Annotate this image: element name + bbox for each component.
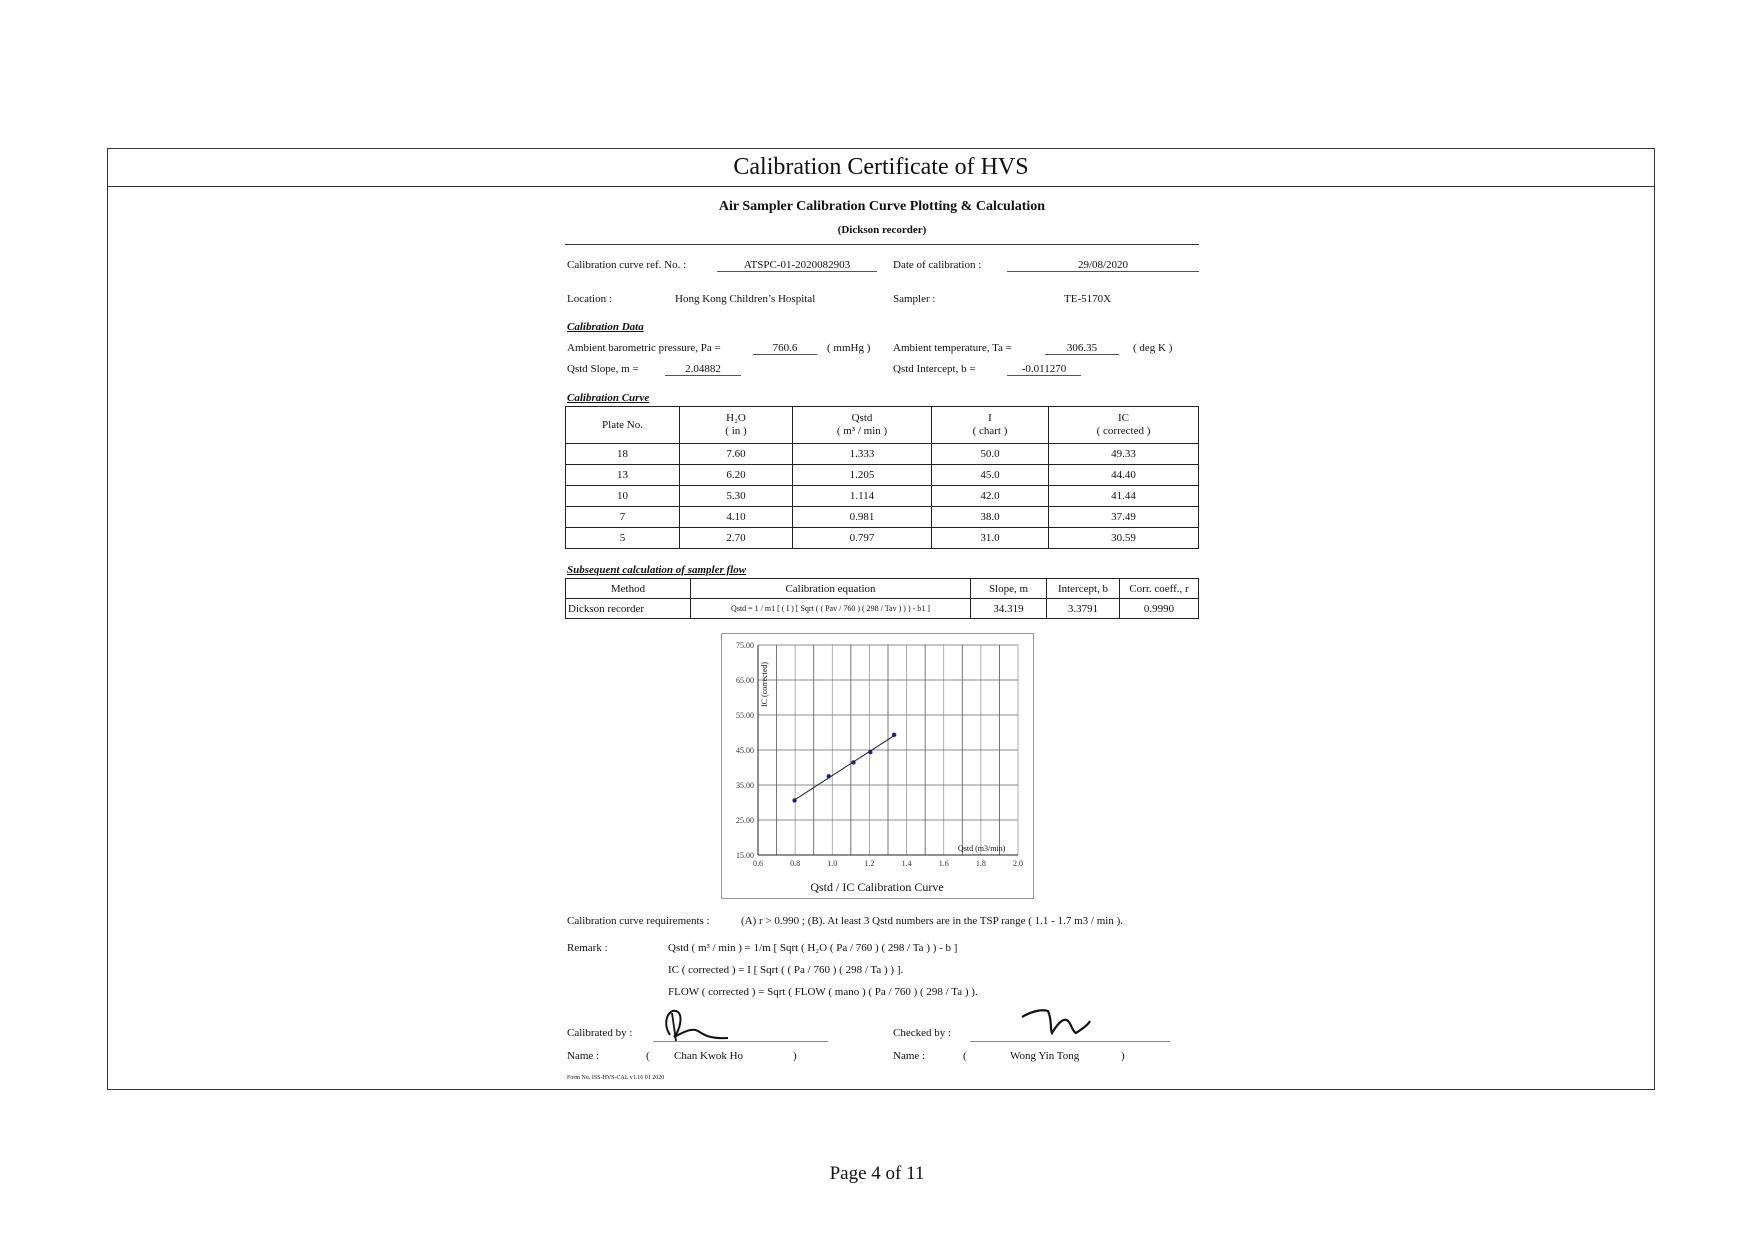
y-tick-label: 15.00 [736,851,754,860]
table-row [566,507,1199,528]
y-tick-label: 75.00 [736,641,754,650]
cell-qstd: 1.114 [793,486,932,507]
location-value: Hong Kong Children’s Hospital [675,293,816,305]
ref-label: Calibration curve ref. No. : [567,259,687,271]
calibration-table [565,406,1199,549]
cell-i: 50.0 [932,444,1049,465]
cell-qstd: 1.333 [793,444,932,465]
header-plate: Plate No. [566,407,680,444]
cell-ic: 41.44 [1049,486,1199,507]
header-equation: Calibration equation [691,579,971,599]
table-row [566,599,1199,619]
cell-h2o: 6.20 [680,465,793,486]
cell-plate: 7 [566,507,680,528]
calibrated-name-label: Name : [567,1050,600,1062]
x-tick-label: 1.0 [827,859,838,868]
cell-qstd: 0.797 [793,528,932,549]
checked-name: Wong Yin Tong [1010,1050,1080,1062]
cell-i: 45.0 [932,465,1049,486]
intercept-value: -0.011270 [1007,363,1081,376]
cell-intercept: 3.3791 [1047,599,1120,619]
ref-value: ATSPC-01-2020082903 [717,259,877,272]
heading-divider [565,244,1199,245]
requirements-label: Calibration curve requirements : [567,915,710,927]
header-corr: Corr. coeff., r [1120,579,1199,599]
slope-label: Qstd Slope, m = [567,363,639,375]
cell-equation: Qstd = 1 / m1 [ ( I ) [ Sqrt ( ( Pav / 760 ) ( 298 / Tav ) ) ) - b1 ] [691,599,971,619]
calibration-chart [721,633,1034,899]
x-tick-label: 1.6 [938,859,949,868]
date-value: 29/08/2020 [1007,259,1199,272]
x-tick-label: 1.8 [975,859,986,868]
calibrated-by-label: Calibrated by : [567,1027,633,1039]
cell-h2o: 4.10 [680,507,793,528]
ta-label: Ambient temperature, Ta = [893,342,1012,354]
form-number: Form No. ISS-HVS-CAL v1.16 01 2020 [567,1075,665,1081]
cell-slope: 34.319 [971,599,1047,619]
table-row [566,486,1199,507]
cell-i: 31.0 [932,528,1049,549]
pa-label: Ambient barometric pressure, Pa = [567,342,721,354]
cell-qstd: 1.205 [793,465,932,486]
header-i: I ( chart ) [932,407,1049,444]
ta-unit: ( deg K ) [1133,342,1173,354]
cell-h2o: 5.30 [680,486,793,507]
flow-title: Subsequent calculation of sampler flow [567,564,747,576]
calibration-data-title: Calibration Data [567,321,644,333]
remark-label: Remark : [567,942,608,954]
checked-name-label: Name : [893,1050,926,1062]
y-tick-label: 25.00 [736,816,754,825]
calibrated-paren-open: ( [646,1050,650,1062]
y-axis-label: IC (corrected) [760,661,769,707]
x-tick-label: 1.2 [864,859,875,868]
y-tick-label: 55.00 [736,711,754,720]
cell-h2o: 2.70 [680,528,793,549]
slope-value: 2.04882 [665,363,741,376]
flow-table [565,578,1199,619]
cell-qstd: 0.981 [793,507,932,528]
checked-by-label: Checked by : [893,1027,952,1039]
intercept-label: Qstd Intercept, b = [893,363,976,375]
y-tick-label: 45.00 [736,746,754,755]
cell-h2o: 7.60 [680,444,793,465]
sampler-label: Sampler : [893,293,936,305]
header-ic: IC ( corrected ) [1049,407,1199,444]
x-axis-label: Qstd (m3/min) [958,844,1006,853]
remark-line-3: FLOW ( corrected ) = Sqrt ( FLOW ( mano ) ( Pa / 760 ) ( 298 / Ta ) ). [668,986,978,998]
y-tick-label: 35.00 [736,781,754,790]
page-number: Page 4 of 11 [829,1163,925,1184]
requirements-text: (A) r > 0.990 ; (B). At least 3 Qstd numbers are in the TSP range ( 1.1 - 1.7 m3 / min ). [741,915,1123,927]
table-row [566,528,1199,549]
data-point [792,798,796,802]
data-point [868,750,872,754]
cell-i: 38.0 [932,507,1049,528]
header-method: Method [566,579,691,599]
page-title: Calibration Certificate of HVS [107,148,1655,187]
cell-i: 42.0 [932,486,1049,507]
y-tick-label: 65.00 [736,676,754,685]
cell-ic: 30.59 [1049,528,1199,549]
location-label: Location : [567,293,612,305]
table-row [566,465,1199,486]
calibrated-name: Chan Kwok Ho [674,1050,744,1062]
doc-heading: Air Sampler Calibration Curve Plotting & Calculation [718,199,1046,214]
pa-value: 760.6 [753,342,817,355]
x-tick-label: 1.4 [901,859,912,868]
header-slope: Slope, m [971,579,1047,599]
remark-line-1: Qstd ( m³ / min ) = 1/m [ Sqrt ( H₂O ( Pa / 760 ) ( 298 / Ta ) ) - b ] [668,942,958,954]
cell-plate: 10 [566,486,680,507]
cell-plate: 13 [566,465,680,486]
checked-signature [1018,1003,1118,1041]
data-point [892,733,896,737]
cell-ic: 37.49 [1049,507,1199,528]
checked-signature-line [970,1041,1170,1042]
doc-subheading: (Dickson recorder) [837,224,927,236]
checked-paren-close: ) [1121,1050,1125,1062]
x-tick-label: 2.0 [1013,859,1023,868]
cell-plate: 18 [566,444,680,465]
header-h2o: H₂O ( in ) [680,407,793,444]
sampler-value: TE-5170X [1064,293,1112,305]
x-tick-label: 0.8 [790,859,801,868]
ta-value: 306.35 [1045,342,1119,355]
cell-corr: 0.9990 [1120,599,1199,619]
header-intercept: Intercept, b [1047,579,1120,599]
cell-method: Dickson recorder [566,599,691,619]
pa-unit: ( mmHg ) [827,342,871,354]
chart-title: Qstd / IC Calibration Curve [810,880,944,894]
calibrated-paren-close: ) [793,1050,797,1062]
cell-ic: 49.33 [1049,444,1199,465]
date-label: Date of calibration : [893,259,982,271]
header-qstd: Qstd ( m³ / min ) [793,407,932,444]
cell-plate: 5 [566,528,680,549]
calibration-curve-title: Calibration Curve [567,392,650,404]
calibrated-signature [652,1005,762,1045]
cell-ic: 44.40 [1049,465,1199,486]
remark-line-2: IC ( corrected ) = I [ Sqrt ( ( Pa / 760 ) ( 298 / Ta ) ) ]. [668,964,904,976]
data-point [827,774,831,778]
checked-paren-open: ( [963,1050,967,1062]
table-row [566,444,1199,465]
data-point [851,760,855,764]
x-tick-label: 0.6 [753,859,763,868]
